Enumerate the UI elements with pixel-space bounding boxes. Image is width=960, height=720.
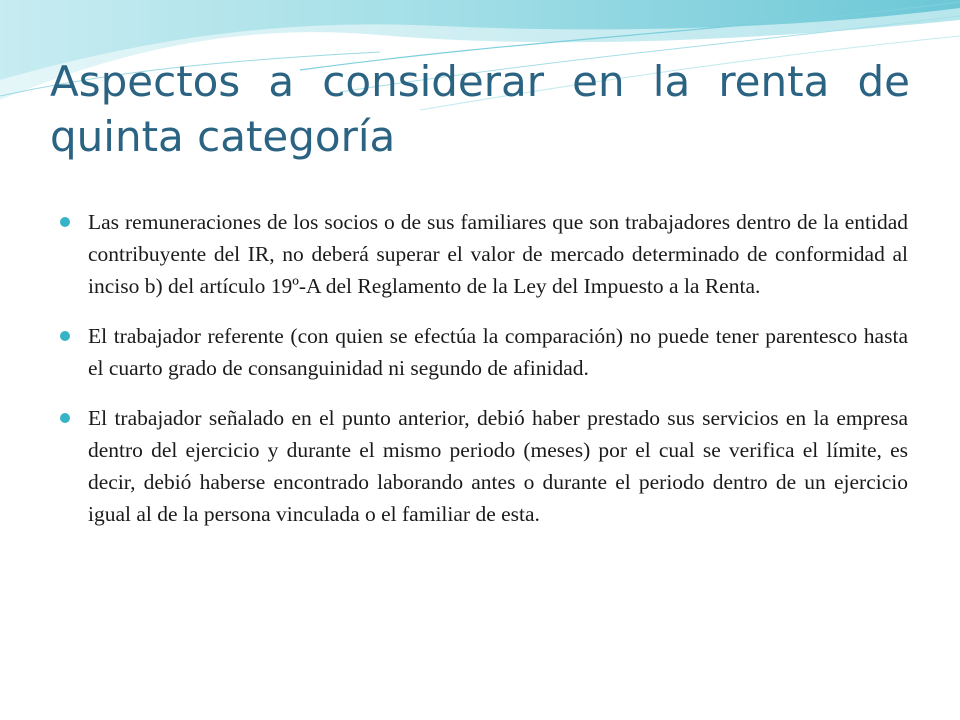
bullet-dot-icon bbox=[60, 217, 70, 227]
bullet-item bbox=[50, 206, 908, 302]
bullet-item bbox=[50, 402, 908, 530]
bullet-list bbox=[50, 206, 908, 548]
slide-title: Aspectos a considerar en la renta de quinta categoría bbox=[50, 57, 910, 161]
bullet-item bbox=[50, 320, 908, 384]
bullet-dot-icon bbox=[60, 413, 70, 423]
bullet-text: El trabajador señalado en el punto anterior, debió haber prestado sus servicios en la empresa dentro del ejercicio y durante el mismo periodo (meses) por el cual se verifica el límite, es decir, debió haberse encontrado laborando antes o durante el periodo dentro de un ejercicio igual al de la persona vinculada o el familiar de esta. bbox=[88, 406, 908, 526]
bullet-dot-icon bbox=[60, 331, 70, 341]
bullet-text: El trabajador referente (con quien se efectúa la comparación) no puede tener parentesco hasta el cuarto grado de consanguinidad ni segundo de afinidad. bbox=[88, 324, 908, 380]
bullet-text: Las remuneraciones de los socios o de sus familiares que son trabajadores dentro de la entidad contribuyente del IR, no deberá superar el valor de mercado determinado de conformidad al inciso b) del artículo 19º-A del Reglamento de la Ley del Impuesto a la Renta. bbox=[88, 210, 908, 298]
